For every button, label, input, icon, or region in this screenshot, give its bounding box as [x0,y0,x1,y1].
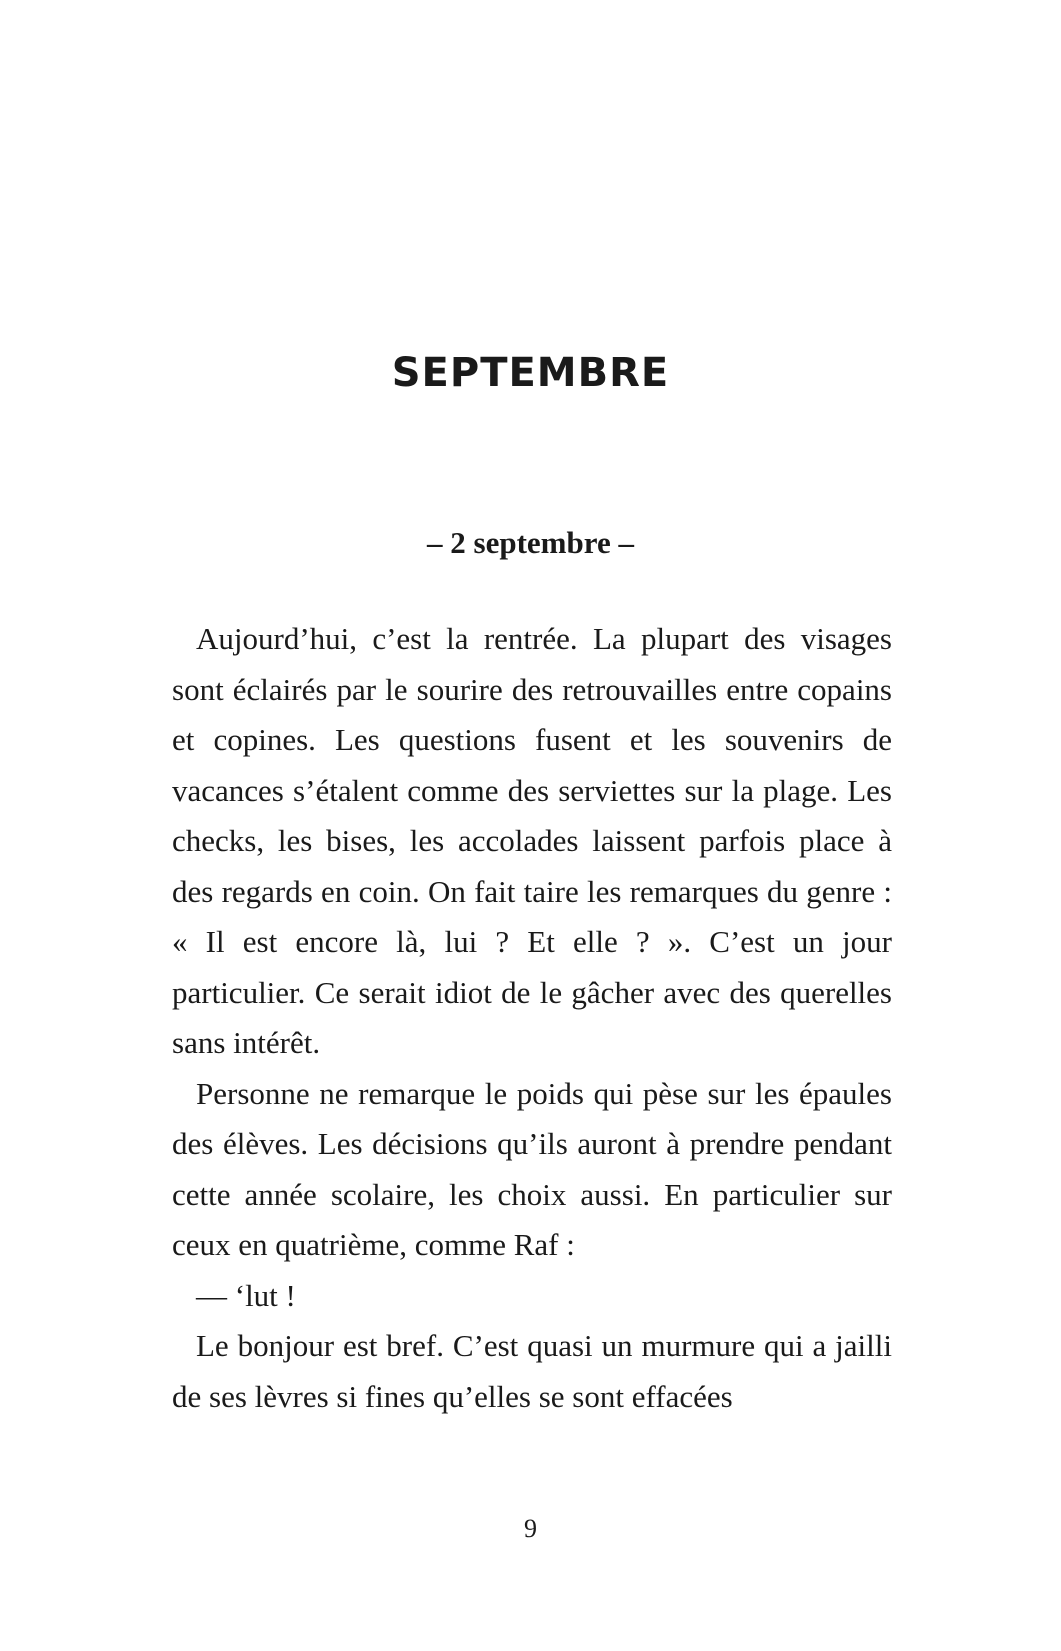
dialogue-line: — ‘lut ! [196,1277,296,1313]
paragraph: Personne ne remarque le poids qui pèse sur les épaules des élèves. Les décisions qu’ils auront à prendre pendant cette année scolaire, les choix aussi. En particulier sur ceux en quatrième, comme Raf : [172,1075,892,1262]
chapter-title: SEPTEMBRE [391,350,670,396]
paragraph: Le bonjour est bref. C’est quasi un murmure qui a jailli de ses lèvres si fines qu’elles se sont effacées [172,1328,892,1414]
page-number: 9 [524,1514,537,1543]
body-text [172,614,892,1422]
paragraph: Aujourd’hui, c’est la rentrée. La plupart des visages sont éclairés par le sourire des retrouvailles entre copains et copines. Les questions fusent et les souvenirs de vacances s’étalent comme des serviettes sur la plage. Les checks, les bises, les accolades laissent parfois place à des regards en coin. On fait taire les remarques du genre : « Il est encore là, lui ? Et elle ? ». C’est un jour particulier. Ce serait idiot de le gâcher avec des querelles sans intérêt. [172,621,892,1060]
entry-date-heading: – 2 septembre – [427,525,634,560]
